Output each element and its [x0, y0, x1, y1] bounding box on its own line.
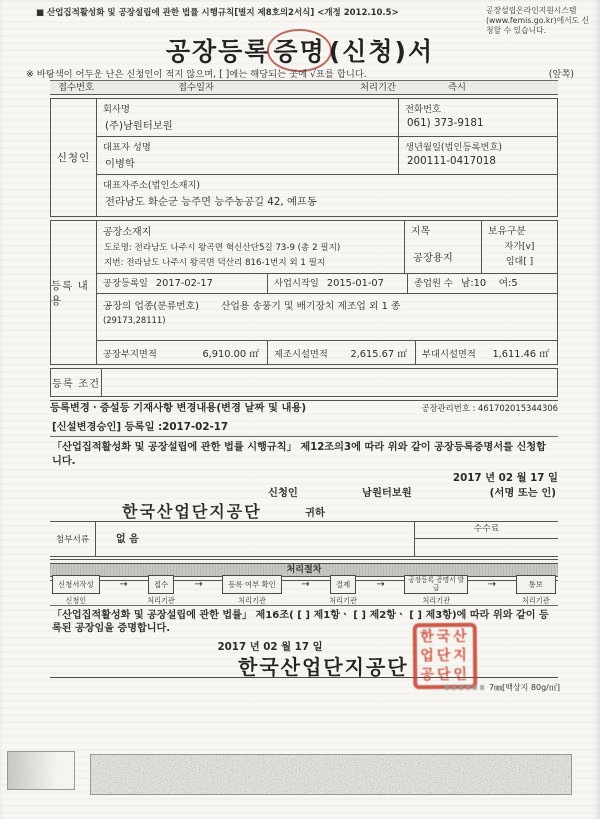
application-date: 2017 년 02 월 17 일 — [452, 472, 558, 484]
industry-code: (29173,28111) — [103, 315, 166, 325]
procedure-title: 처리절차 — [50, 564, 558, 576]
arrow-right-icon: → — [194, 579, 203, 590]
step-actor: 처리기관 — [422, 596, 451, 606]
location-label: 공장소재지 — [103, 227, 152, 238]
fee-label: 수수료 — [415, 522, 558, 539]
seal-text-row: 한국산 — [419, 628, 470, 645]
smudged-text — [445, 685, 487, 690]
company-label: 회사명 — [103, 104, 130, 115]
step-box: 등록 여부 확인 — [222, 575, 282, 594]
attachments-label: 첨부서류 — [50, 522, 96, 556]
ownership-label: 보유구분 — [488, 226, 526, 237]
applicant-name: 남원터보원 — [362, 487, 412, 499]
sign-note: (서명 또는 인) — [489, 487, 556, 499]
certification-statement: 「산업집적활성화 및 공장설립에 관한 법률」 제16조( [ ] 제1항ㆍ [ ] 제2항ㆍ [ ] 제3항)에 따라 위와 같이 등록된 공장임을 증명합니다. — [52, 610, 549, 635]
seal-text-row: 업단지 — [420, 647, 470, 665]
arrow-right-icon: → — [487, 579, 497, 590]
arrow-right-icon: → — [119, 579, 128, 590]
factory-mgmt-no: 공장관리번호 : 461702015344306 — [421, 403, 558, 413]
procedure-flow — [50, 575, 558, 606]
recipient-honorific: 귀하 — [305, 507, 325, 519]
title-part1: 공장등록 — [165, 37, 271, 66]
signature-row — [50, 484, 558, 499]
reg-date-label: 공장등록일 — [103, 278, 148, 289]
flow-step — [516, 575, 556, 606]
conditions-row — [50, 369, 558, 396]
receipt-no-label: 접수번호 — [58, 82, 94, 93]
industry-value: 산업용 송풍기 및 배기장치 제조업 외 1 종 — [220, 301, 401, 312]
ceo-label: 대표자 성명 — [103, 142, 151, 153]
step-box: 신청서작성 — [52, 575, 100, 594]
fill-instruction: ※ 바탕색이 어두운 난은 신청인이 적지 않으며, [ ]에는 해당되는 곳에 √표를 합니다. — [26, 69, 367, 80]
title-circled-stamp: 증명 — [267, 29, 331, 72]
seal-text-row: 공단인 — [420, 667, 471, 684]
application-statement: 「산업집적활성화 및 공장설립에 관한 법률 시행규칙」 제12조의3에 따라 위와 같이 공장등록증명서를 신청합니다. — [52, 442, 546, 467]
attachments-value: 없 음 — [116, 534, 139, 545]
employees-label: 종업원 수 — [414, 278, 453, 289]
registration-section — [50, 221, 558, 364]
ownership-own-checkbox: 자가[v] — [504, 242, 535, 252]
conditions-label: 등록 조건 — [51, 369, 102, 396]
page-side-label: (앞쪽) — [548, 69, 574, 80]
ceo-value: 이병학 — [105, 158, 135, 170]
flow-step — [222, 575, 282, 606]
divider — [50, 436, 558, 437]
phone-value: 061) 373-9181 — [407, 117, 484, 129]
instruction-row — [26, 66, 574, 80]
step-box: 결제 — [330, 575, 356, 594]
period-value: 즉시 — [448, 82, 466, 93]
mfg-area-label: 제조시설면적 — [274, 348, 328, 360]
mfg-area-value: 2,615.67 ㎡ — [350, 348, 407, 360]
applicant-section — [50, 99, 558, 216]
land-category-label: 지목 — [411, 226, 430, 237]
attachments-row — [50, 521, 558, 557]
period-label: 처리기간 — [360, 82, 396, 93]
conditions-value — [102, 369, 557, 396]
applicant-section-label: 신청인 — [51, 99, 97, 216]
certification-date: 2017 년 02 월 17 일 — [217, 641, 323, 653]
changes-label: 등록변경ㆍ증설등 기재사항 변경내용(변경 날짜 및 내용) — [50, 402, 307, 414]
regulation-note: ■ 산업집적활성화 및 공장설립에 관한 법률 시행규칙[별지 제8호의2서식] <개정 2012.10.5> — [36, 8, 399, 18]
birth-label: 생년월일(법인등록번호) — [405, 142, 503, 153]
paper-spec-note: 7㎜[백상지 80g/㎡] — [0, 682, 560, 693]
recipient-row — [50, 499, 558, 519]
biz-start-label: 사업시작일 — [274, 278, 319, 289]
flow-step — [404, 575, 468, 606]
biz-start-value: 2015-01-07 — [326, 278, 384, 289]
registration-section-label: 등록 내용 — [51, 221, 97, 364]
changes-entry: [신설변경승인] 등록일 :2017-02-17 — [52, 421, 229, 433]
online-system-note: 공장설립온라인지원시스템(www.femis.go.kr)에서도 신청할 수 있습니다. — [486, 6, 590, 36]
flow-step — [329, 575, 357, 606]
flow-step — [52, 575, 100, 606]
land-category-value: 공장용지 — [413, 252, 453, 264]
official-seal-stamp — [413, 623, 478, 690]
recipient-name: 한국산업단지공단 — [122, 502, 262, 521]
step-box: 접수 — [148, 575, 174, 594]
step-actor: 처리기관 — [521, 596, 550, 605]
receipt-date-label: 접수일자 — [178, 82, 214, 93]
road-address: 도로명: 전라남도 나주시 왕곡면 혁신산단5길 73-9 (총 2 필지) — [104, 243, 341, 253]
site-area-label: 공장부지면적 — [103, 348, 157, 360]
step-actor: 처리기관 — [329, 596, 357, 605]
applicant-label: 신청인 — [268, 487, 298, 499]
arrow-right-icon: → — [301, 579, 310, 590]
lot-address: 지번: 전라남도 나주시 왕곡면 덕산리 816-1번지 외 1 필지 — [104, 258, 326, 268]
address-label: 대표자주소(법인소재지) — [103, 180, 201, 191]
company-value: (주)남원터보원 — [105, 120, 173, 132]
faded-stamp-block — [7, 751, 75, 790]
step-box: 공장등록 증명서 발급 — [404, 575, 468, 594]
aux-area-label: 부대시설면적 — [422, 348, 476, 360]
form-table — [50, 80, 558, 401]
phone-label: 전화번호 — [405, 104, 441, 115]
ownership-rent-checkbox: 임대[ ] — [505, 257, 534, 267]
flow-step — [147, 575, 175, 606]
fee-cell — [414, 522, 558, 556]
divider — [50, 605, 558, 606]
address-value: 전라남도 화순군 능주면 능주농공길 42, 예프동 — [105, 196, 317, 208]
arrow-right-icon: → — [376, 579, 385, 590]
title-part2: (신청)서 — [328, 37, 435, 66]
issuer-name: 한국산업단지공단 — [238, 655, 409, 679]
step-actor: 신청인 — [65, 596, 87, 605]
reg-date-value: 2017-02-17 — [155, 278, 213, 289]
security-noise-band — [90, 754, 572, 795]
step-actor: 처리기관 — [238, 596, 266, 605]
site-area-value: 6,910.00 ㎡ — [202, 348, 259, 360]
birth-value: 200111-0417018 — [407, 155, 496, 167]
changes-section — [50, 399, 558, 414]
receipt-header-row — [50, 80, 558, 94]
industry-label: 공장의 업종(분류번호) — [103, 301, 199, 312]
employees-value: 남:10 여:5 — [460, 278, 518, 289]
aux-area-value: 1,611.46 ㎡ — [492, 348, 549, 360]
step-actor: 처리기관 — [147, 596, 175, 605]
step-box: 통보 — [516, 575, 556, 594]
